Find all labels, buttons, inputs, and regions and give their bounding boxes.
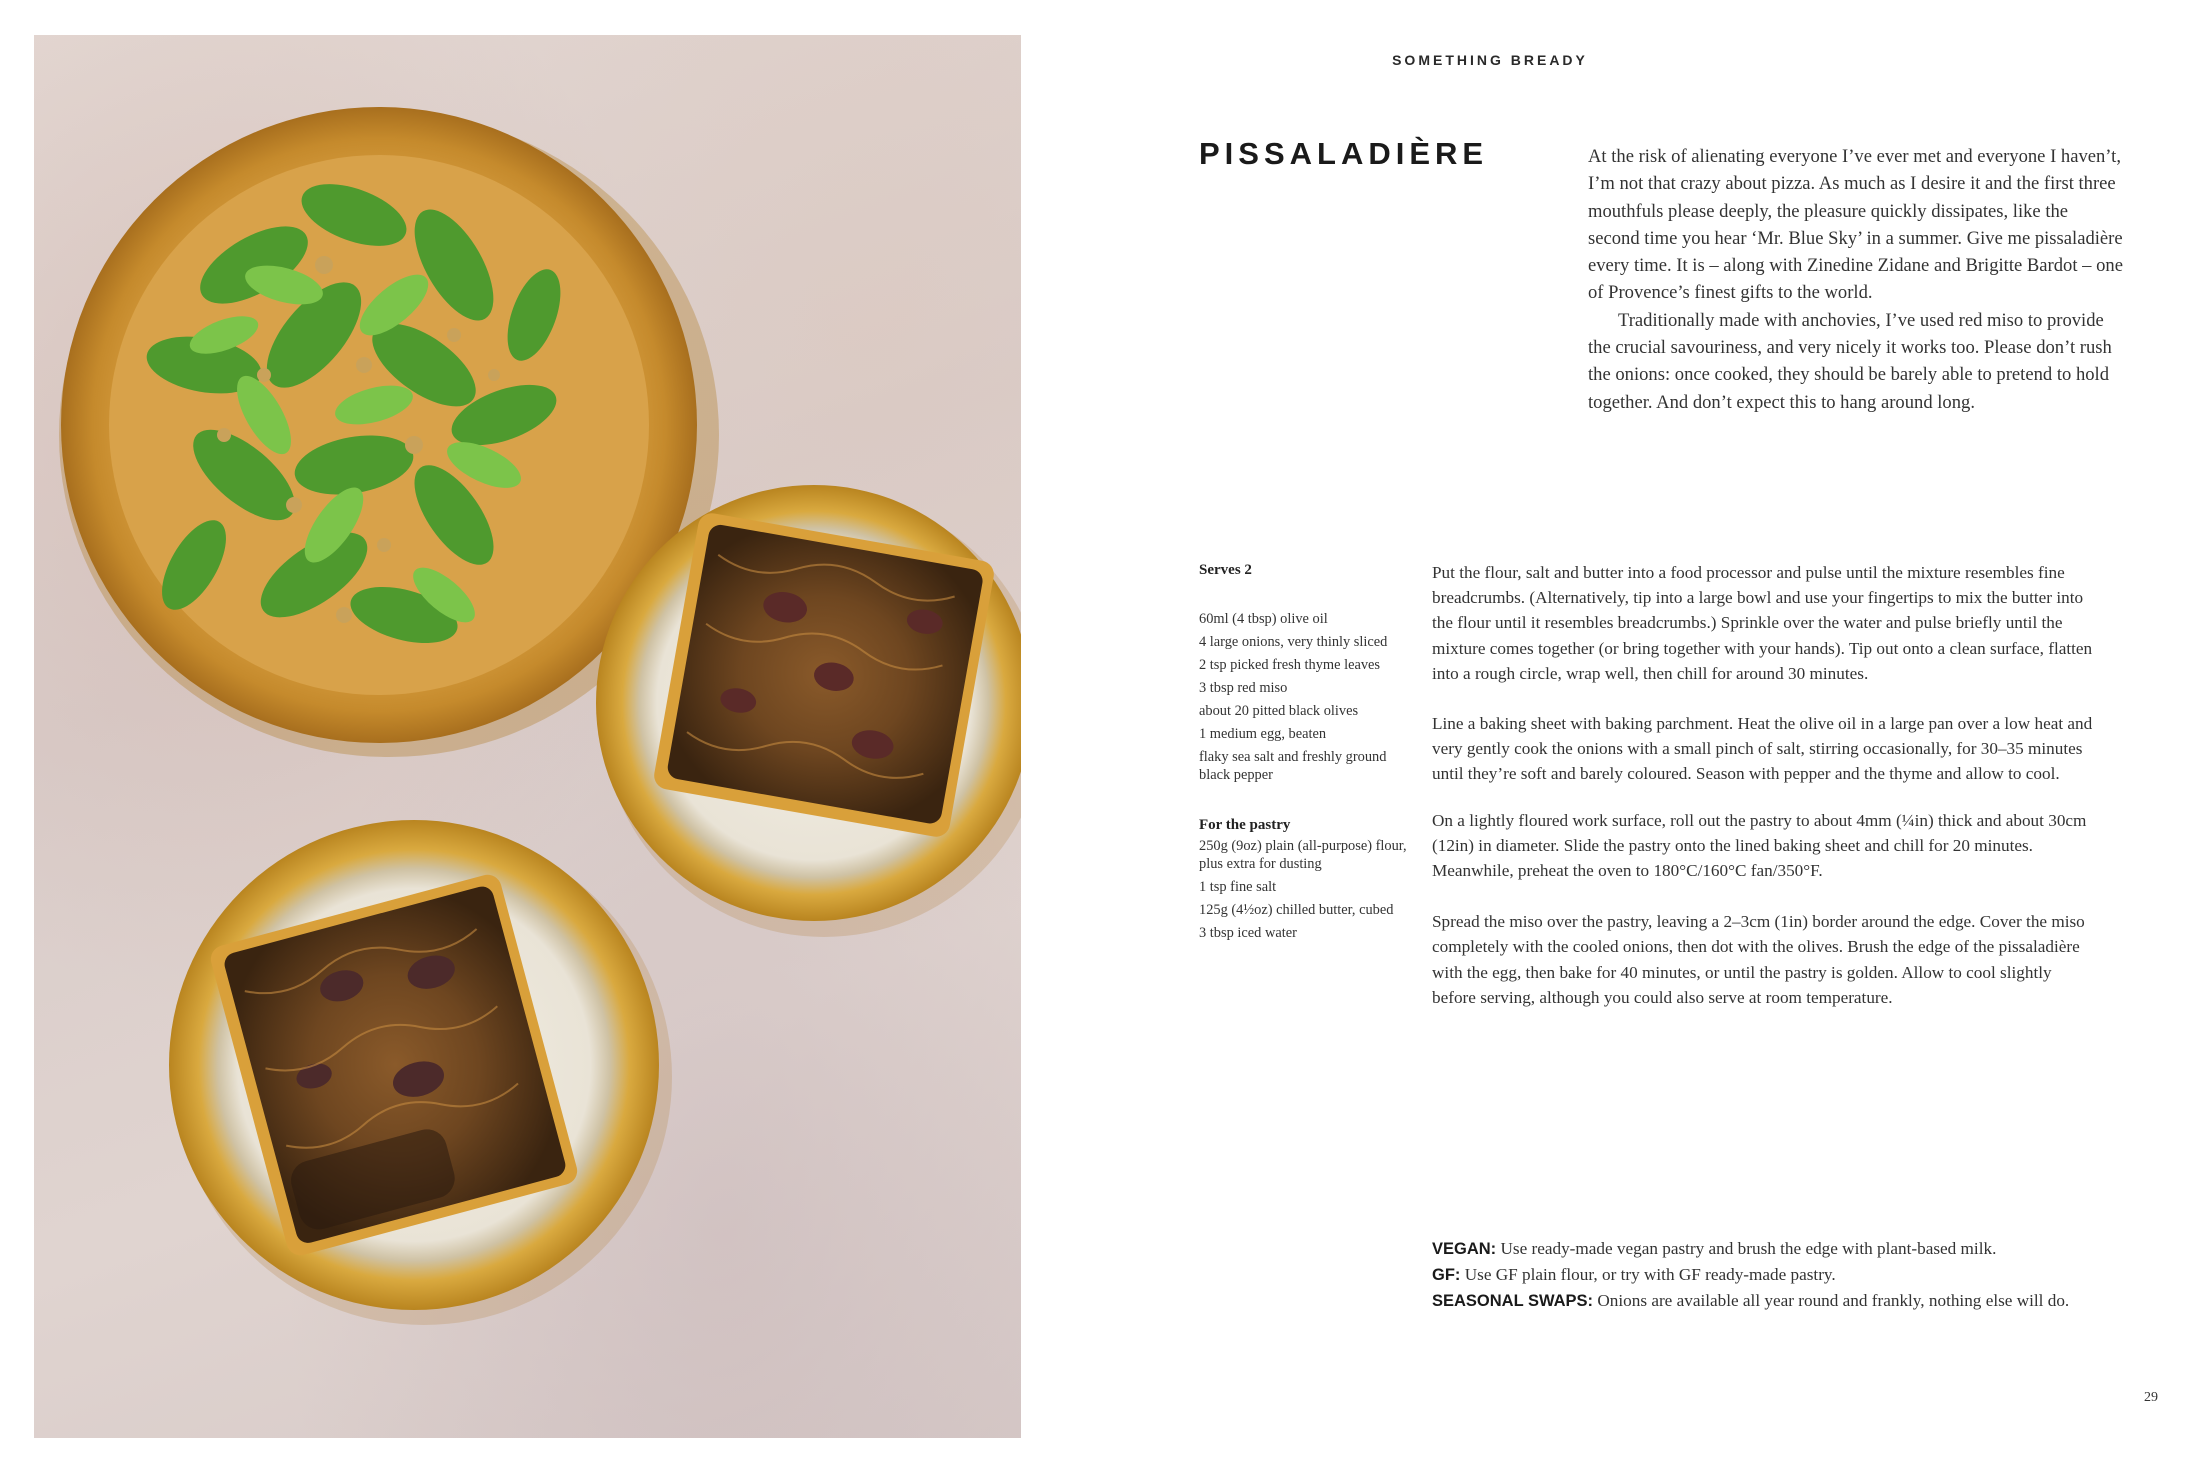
intro-text [1588,143,2123,416]
section-label: SOMETHING BREADY [1392,52,1588,68]
method-steps [1432,560,2097,1010]
pastry-ingredient-item: 3 tbsp iced water [1199,925,1297,941]
method-step: Put the flour, salt and butter into a food processor and pulse until the mixture resembles fine breadcrumbs. (Alternatively, tip into a large bowl and use your fingertips to mix the butter into the flour until it resembles breadcrumbs.) Sprinkle over the water and pulse briefly until the mixture comes together (or bring together with your hands). Tip out onto a clean surface, flatten into a rough circle, wrap well, then chill for around 30 minutes. [1432,563,2093,683]
ingredient-item: 1 medium egg, beaten [1199,726,1327,742]
ingredient-item: 3 tbsp red miso [1199,680,1288,696]
ingredient-item: about 20 pitted black olives [1199,703,1359,719]
ingredient-item: 60ml (4 tbsp) olive oil [1199,611,1328,627]
ingredients-list [1199,610,1409,947]
note-key: SEASONAL SWAPS: [1432,1292,1594,1311]
pastry-ingredient-item: 1 tsp fine salt [1199,879,1277,895]
note-text: Use ready-made vegan pastry and brush the edge with plant-based milk. [1496,1239,1997,1258]
plate-right [596,485,1021,937]
pastry-ingredient-item: 250g (9oz) plain (all-purpose) flour, plus extra for dusting [1199,838,1407,872]
recipe-title: PISSALADIÈRE [1199,136,1489,171]
note-gf [1432,1262,2097,1288]
dietary-notes [1432,1236,2097,1315]
ingredient-item: flaky sea salt and freshly ground black pepper [1199,749,1387,783]
pastry-heading: For the pastry [1199,817,1291,833]
serves-label: Serves 2 [1199,562,1252,578]
intro-paragraph: Traditionally made with anchovies, I’ve used red miso to provide the crucial savouriness, and very nicely it works too. Please don’t rush the onions: once cooked, they should be barely able to pretend to hold together. And don’t expect this to hang around long. [1588,309,2112,413]
pastry-ingredient-item: 125g (4½oz) chilled butter, cubed [1199,902,1394,918]
food-photo [34,35,1021,1438]
plate-bottom-left [169,820,672,1325]
note-key: GF: [1432,1266,1461,1285]
ingredient-item: 2 tsp picked fresh thyme leaves [1199,657,1381,673]
note-text: Use GF plain flour, or try with GF ready-made pastry. [1460,1265,1836,1285]
note-seasonal [1432,1288,2097,1314]
intro-paragraph: At the risk of alienating everyone I’ve ever met and everyone I haven’t, I’m not that crazy about pizza. As much as I desire it and the first three mouthfuls please deeply, the pleasure quickly dissipates, like the second time you hear ‘Mr. Blue Sky’ in a summer. Give me pissaladière every time. It is – along with Zinedine Zidane and Brigitte Bardot – one of Provence’s finest gifts to the world. [1588,146,2123,304]
method-step: Spread the miso over the pastry, leaving a 2–3cm (1in) border around the edge. Cover the miso completely with the cooled onions, then dot with the olives. Brush the edge of the pissaladière with the egg, then bake for 40 minutes, or until the pastry is golden. Allow to cool slightly before serving, although you could also serve at room temperature. [1432,912,2085,1007]
note-text: Onions are available all year round and frankly, nothing else will do. [1593,1291,2070,1311]
ingredient-item: 4 large onions, very thinly sliced [1199,634,1388,650]
method-step: Line a baking sheet with baking parchment. Heat the olive oil in a large pan over a low heat and very gently cook the onions with a small pinch of salt, stirring occasionally, for 30–35 minutes until they’re soft and barely coloured. Season with pepper and the thyme and allow to cool. [1432,714,2093,784]
note-key: VEGAN: [1432,1240,1497,1258]
page-number: 29 [2144,1390,2158,1405]
method-step: On a lightly floured work surface, roll out the pastry to about 4mm (¼in) thick and about 30cm (12in) in diameter. Slide the pastry onto the lined baking sheet and chill for 20 minutes. Meanwhile, preheat the oven to 180°C/160°C fan/350°F. [1432,810,2087,881]
note-vegan [1432,1236,2097,1262]
